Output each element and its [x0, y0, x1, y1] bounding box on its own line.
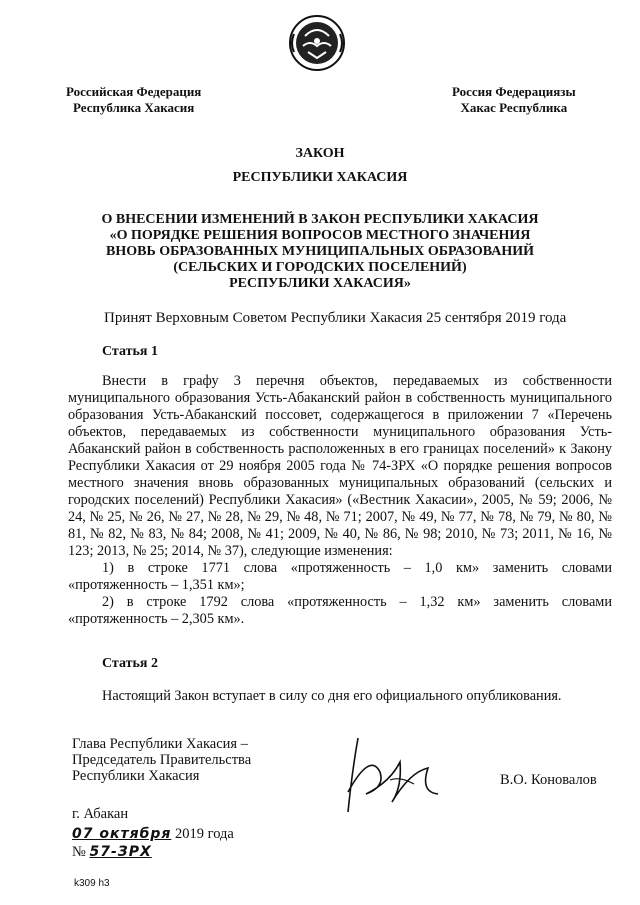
article-2-body [68, 688, 612, 705]
title-line: (СЕЛЬСКИХ И ГОРОДСКИХ ПОСЕЛЕНИЙ) [173, 260, 467, 275]
handwritten-number: 57-ЗРХ [89, 844, 152, 860]
header-right-line-1: Россия Федерациязы [452, 84, 576, 99]
handwritten-signature-icon [330, 732, 450, 822]
signing-date [72, 826, 234, 843]
number-sign: № [72, 844, 86, 860]
header-left-line-1: Российская Федерация [66, 84, 202, 99]
header-left [66, 84, 201, 116]
header-right-line-2: Хакас Республика [460, 100, 568, 115]
title-line: ВНОВЬ ОБРАЗОВАННЫХ МУНИЦИПАЛЬНЫХ ОБРАЗОВАНИЙ [105, 244, 535, 259]
article-1-body [68, 373, 612, 628]
signatory-position-line: Глава Республики Хакасия – [72, 736, 248, 752]
header-right [452, 84, 576, 116]
signing-place: г. Абакан [72, 806, 129, 822]
coat-of-arms-emblem-icon [288, 14, 346, 72]
handwritten-date: 07 октября [72, 826, 172, 842]
signatory-position [72, 736, 251, 784]
title-line: О ВНЕСЕНИИ ИЗМЕНЕНИЙ В ЗАКОН РЕСПУБЛИКИ ХАКАСИЯ [101, 212, 539, 227]
title-line: РЕСПУБЛИКИ ХАКАСИЯ» [229, 276, 411, 291]
law-number [72, 844, 152, 861]
adoption-statement: Принят Верховным Советом Республики Хакасия 25 сентября 2019 года [104, 310, 567, 326]
footer-code: k309 h3 [74, 878, 110, 889]
article-1-paragraph: 1) в строке 1771 слова «протяженность – 1,0 км» заменить словами «протяженность – 1,351 км»; [68, 560, 612, 593]
signatory-name: В.О. Коновалов [500, 772, 597, 788]
printed-year: 2019 года [175, 826, 234, 842]
header-left-line-2: Республика Хакасия [73, 100, 195, 115]
article-1-paragraph: 2) в строке 1792 слова «протяженность – 1,32 км» заменить словами «протяженность – 2,305 км». [68, 594, 612, 627]
article-2-paragraph: Настоящий Закон вступает в силу со дня его официального опубликования. [102, 688, 562, 704]
signatory-position-line: Председатель Правительства [72, 752, 252, 768]
law-title [60, 212, 580, 292]
heading-republic: РЕСПУБЛИКИ ХАКАСИЯ [232, 170, 408, 185]
document-heading [60, 142, 580, 190]
heading-law: ЗАКОН [295, 146, 345, 161]
article-2-title: Статья 2 [102, 656, 158, 671]
title-line: «О ПОРЯДКЕ РЕШЕНИЯ ВОПРОСОВ МЕСТНОГО ЗНАЧЕНИЯ [109, 228, 531, 243]
article-1-title: Статья 1 [102, 344, 158, 359]
article-1-paragraph: Внести в графу 3 перечня объектов, передаваемых из собственности муниципального образования Усть-Абаканский район в собственность муниципального образования Усть-Абаканский поссовет, содержащегося в приложении 7 «Перечень объектов, передаваемых из собственности муниципального образования Усть-Абаканский район в собственность расположенных в его границах поселений» к Закону Республики Хакасия от 29 ноября 2005 года № 74-ЗРХ «О порядке решения вопросов местного значения вновь образованных муниципальных образований (сельских и городских поселений) Республики Хакасия» («Вестник Хакасии», 2005, № 59; 2006, № 24, № 25, № 26, № 27, № 28, № 29, № 48, № 71; 2007, № 49, № 77, № 78, № 79, № 80, № 81, № 82, № 83, № 84; 2008, № 41; 2009, № 40, № 86, № 98; 2010, № 73; 2011, № 16, № 123; 2013, № 25; 2014, № 37), следующие изменения: [68, 373, 612, 559]
signatory-position-line: Республики Хакасия [72, 768, 200, 784]
